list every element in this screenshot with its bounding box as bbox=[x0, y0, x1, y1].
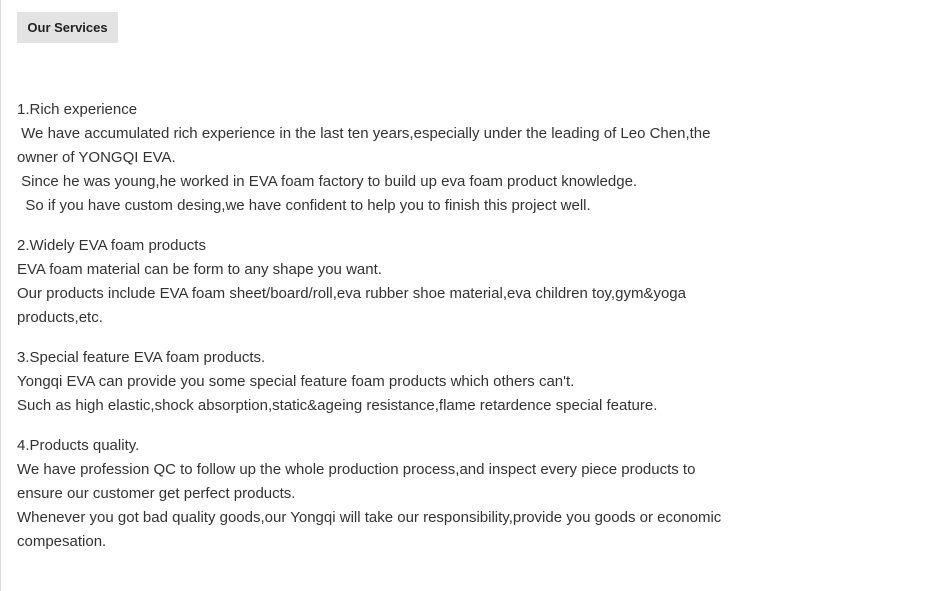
section-text-line: Our products include EVA foam sheet/board/roll,eva rubber shoe material,eva children toy,gym&yoga bbox=[17, 285, 686, 302]
section-text-line: products,etc. bbox=[17, 309, 103, 326]
services-content bbox=[17, 98, 777, 570]
section-widely-eva-products bbox=[17, 234, 777, 330]
section-text-line: compesation. bbox=[17, 533, 107, 550]
section-heading: 2.Widely EVA foam products bbox=[17, 237, 206, 254]
section-heading: 1.Rich experience bbox=[17, 101, 138, 118]
tab-our-services[interactable]: Our Services bbox=[17, 12, 118, 43]
section-products-quality bbox=[17, 434, 777, 554]
section-text-line: EVA foam material can be form to any shape you want. bbox=[17, 261, 382, 278]
section-rich-experience bbox=[17, 98, 777, 218]
section-text-line: We have profession QC to follow up the whole production process,and inspect every piece products to bbox=[17, 461, 696, 478]
left-border-line bbox=[0, 0, 1, 591]
section-text-line: Since he was young,he worked in EVA foam factory to build up eva foam product knowledge. bbox=[17, 173, 638, 190]
section-text-line: So if you have custom desing,we have confident to help you to finish this project well. bbox=[17, 197, 591, 214]
section-text-line: We have accumulated rich experience in the last ten years,especially under the leading of Leo Chen,the bbox=[17, 125, 711, 142]
section-text-line: ensure our customer get perfect products. bbox=[17, 485, 296, 502]
section-text-line: Whenever you got bad quality goods,our Yongqi will take our responsibility,provide you goods or economic bbox=[17, 509, 722, 526]
section-heading: 3.Special feature EVA foam products. bbox=[17, 349, 266, 366]
section-text-line: owner of YONGQI EVA. bbox=[17, 149, 176, 166]
section-text-line: Such as high elastic,shock absorption,static&ageing resistance,flame retardence special feature. bbox=[17, 397, 658, 414]
section-special-feature bbox=[17, 346, 777, 418]
section-heading: 4.Products quality. bbox=[17, 437, 140, 454]
section-text-line: Yongqi EVA can provide you some special feature foam products which others can't. bbox=[17, 373, 575, 390]
